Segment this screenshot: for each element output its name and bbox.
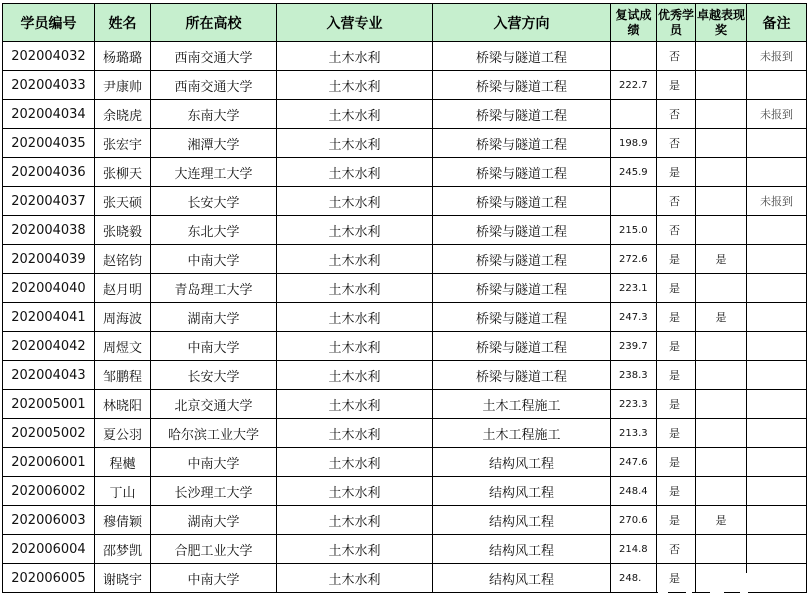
cell-student-id: 202006004 [3, 535, 95, 564]
cell-student-id: 202005001 [3, 390, 95, 419]
cell-major: 土木水利 [277, 158, 433, 187]
cell-excellent: 是 [657, 361, 696, 390]
cell-name: 周海波 [95, 303, 151, 332]
cell-score: 198.9 [611, 129, 657, 158]
cell-excellent: 是 [657, 564, 696, 593]
cell-remark [747, 303, 807, 332]
cell-university: 东北大学 [151, 216, 277, 245]
header-name: 姓名 [95, 4, 151, 42]
cell-award [696, 100, 747, 129]
cell-name: 邵梦凯 [95, 535, 151, 564]
cell-remark [747, 506, 807, 535]
cell-award [696, 390, 747, 419]
cell-major: 土木水利 [277, 332, 433, 361]
cell-name: 林晓阳 [95, 390, 151, 419]
cell-award [696, 361, 747, 390]
cell-award [696, 332, 747, 361]
table-row [3, 506, 807, 535]
cell-award: 是 [696, 506, 747, 535]
cell-award [696, 129, 747, 158]
cell-award: 是 [696, 245, 747, 274]
cell-direction: 桥梁与隧道工程 [433, 158, 611, 187]
cell-name: 张天硕 [95, 187, 151, 216]
cell-major: 土木水利 [277, 71, 433, 100]
table-row [3, 477, 807, 506]
student-roster-table [2, 3, 807, 593]
cell-university: 中南大学 [151, 564, 277, 593]
cell-university: 北京交通大学 [151, 390, 277, 419]
cell-name: 丁山 [95, 477, 151, 506]
header-major: 入营专业 [277, 4, 433, 42]
cell-excellent: 是 [657, 303, 696, 332]
header-direction: 入营方向 [433, 4, 611, 42]
cell-student-id: 202004039 [3, 245, 95, 274]
cell-excellent: 否 [657, 216, 696, 245]
cell-award [696, 274, 747, 303]
cell-excellent: 是 [657, 332, 696, 361]
cell-direction: 桥梁与隧道工程 [433, 100, 611, 129]
cell-major: 土木水利 [277, 274, 433, 303]
cell-score: 223.3 [611, 390, 657, 419]
cell-direction: 桥梁与隧道工程 [433, 332, 611, 361]
cell-score: 238.3 [611, 361, 657, 390]
cell-score: 215.0 [611, 216, 657, 245]
cell-major: 土木水利 [277, 535, 433, 564]
cell-remark [747, 216, 807, 245]
cell-university: 湘潭大学 [151, 129, 277, 158]
cell-student-id: 202004036 [3, 158, 95, 187]
cell-major: 土木水利 [277, 216, 433, 245]
cell-student-id: 202004038 [3, 216, 95, 245]
cell-score: 247.6 [611, 448, 657, 477]
cell-remark [747, 419, 807, 448]
cell-name: 赵铭钧 [95, 245, 151, 274]
header-row [3, 4, 807, 42]
cell-university: 中南大学 [151, 332, 277, 361]
cell-student-id: 202004043 [3, 361, 95, 390]
cell-score: 270.6 [611, 506, 657, 535]
table-row [3, 71, 807, 100]
cell-name: 杨璐璐 [95, 42, 151, 71]
cell-direction: 桥梁与隧道工程 [433, 274, 611, 303]
cell-excellent: 是 [657, 477, 696, 506]
cell-major: 土木水利 [277, 477, 433, 506]
cell-excellent: 否 [657, 187, 696, 216]
cell-direction: 结构风工程 [433, 448, 611, 477]
header-student-id: 学员编号 [3, 4, 95, 42]
cell-direction: 土木工程施工 [433, 419, 611, 448]
cell-excellent: 是 [657, 158, 696, 187]
header-score: 复试成绩 [611, 4, 657, 42]
cell-student-id: 202004034 [3, 100, 95, 129]
cell-major: 土木水利 [277, 129, 433, 158]
cell-student-id: 202004035 [3, 129, 95, 158]
cell-award [696, 71, 747, 100]
cell-student-id: 202004032 [3, 42, 95, 71]
cell-name: 尹康帅 [95, 71, 151, 100]
cell-student-id: 202004040 [3, 274, 95, 303]
cell-excellent: 是 [657, 71, 696, 100]
cell-student-id: 202005002 [3, 419, 95, 448]
cell-award [696, 564, 747, 593]
cell-direction: 桥梁与隧道工程 [433, 245, 611, 274]
cell-direction: 结构风工程 [433, 477, 611, 506]
cell-excellent: 是 [657, 245, 696, 274]
table-row [3, 100, 807, 129]
cell-remark [747, 245, 807, 274]
cell-direction: 桥梁与隧道工程 [433, 71, 611, 100]
table-row [3, 42, 807, 71]
cell-score: 239.7 [611, 332, 657, 361]
cell-remark: 未报到 [747, 187, 807, 216]
cell-excellent: 否 [657, 535, 696, 564]
cell-score [611, 100, 657, 129]
cell-direction: 桥梁与隧道工程 [433, 216, 611, 245]
table-row [3, 303, 807, 332]
cell-remark [747, 332, 807, 361]
cell-university: 西南交通大学 [151, 71, 277, 100]
table-row [3, 332, 807, 361]
cell-student-id: 202004037 [3, 187, 95, 216]
cell-university: 长安大学 [151, 187, 277, 216]
cell-remark [747, 448, 807, 477]
cell-direction: 桥梁与隧道工程 [433, 129, 611, 158]
cell-excellent: 是 [657, 448, 696, 477]
cell-student-id: 202006002 [3, 477, 95, 506]
cell-remark [747, 477, 807, 506]
cell-direction: 桥梁与隧道工程 [433, 187, 611, 216]
cell-major: 土木水利 [277, 448, 433, 477]
cell-score: 245.9 [611, 158, 657, 187]
table-row [3, 448, 807, 477]
cell-university: 东南大学 [151, 100, 277, 129]
table-row [3, 535, 807, 564]
cell-award [696, 158, 747, 187]
cell-direction: 结构风工程 [433, 535, 611, 564]
cell-major: 土木水利 [277, 564, 433, 593]
cell-direction: 结构风工程 [433, 506, 611, 535]
cell-remark [747, 158, 807, 187]
cell-student-id: 202004042 [3, 332, 95, 361]
table-row [3, 274, 807, 303]
cell-direction: 桥梁与隧道工程 [433, 42, 611, 71]
cell-excellent: 是 [657, 506, 696, 535]
table-row [3, 187, 807, 216]
cell-name: 夏公羽 [95, 419, 151, 448]
cell-major: 土木水利 [277, 419, 433, 448]
cell-score: 213.3 [611, 419, 657, 448]
cell-university: 西南交通大学 [151, 42, 277, 71]
cell-remark [747, 564, 807, 593]
cell-remark [747, 361, 807, 390]
cell-remark [747, 71, 807, 100]
header-university: 所在高校 [151, 4, 277, 42]
cell-major: 土木水利 [277, 361, 433, 390]
cell-excellent: 否 [657, 42, 696, 71]
cell-direction: 土木工程施工 [433, 390, 611, 419]
cell-name: 赵月明 [95, 274, 151, 303]
cell-score: 222.7 [611, 71, 657, 100]
cell-excellent: 否 [657, 100, 696, 129]
cell-award [696, 187, 747, 216]
cell-university: 合肥工业大学 [151, 535, 277, 564]
table-row [3, 361, 807, 390]
header-excellent: 优秀学员 [657, 4, 696, 42]
cell-award [696, 477, 747, 506]
cell-remark [747, 390, 807, 419]
cell-student-id: 202004041 [3, 303, 95, 332]
cell-direction: 桥梁与隧道工程 [433, 303, 611, 332]
cell-award: 是 [696, 303, 747, 332]
cell-name: 余晓虎 [95, 100, 151, 129]
cell-score [611, 42, 657, 71]
cell-university: 长安大学 [151, 361, 277, 390]
cell-name: 穆倩颖 [95, 506, 151, 535]
cell-name: 周煜文 [95, 332, 151, 361]
cell-university: 中南大学 [151, 448, 277, 477]
cell-remark: 未报到 [747, 100, 807, 129]
cell-university: 青岛理工大学 [151, 274, 277, 303]
cell-student-id: 202006001 [3, 448, 95, 477]
table-row [3, 245, 807, 274]
cell-score: 248. [611, 564, 657, 593]
cell-student-id: 202006005 [3, 564, 95, 593]
cell-major: 土木水利 [277, 245, 433, 274]
cell-score: 272.6 [611, 245, 657, 274]
cell-university: 湖南大学 [151, 506, 277, 535]
cell-direction: 桥梁与隧道工程 [433, 361, 611, 390]
cell-award [696, 448, 747, 477]
cell-remark: 未报到 [747, 42, 807, 71]
table-row [3, 419, 807, 448]
cell-score: 223.1 [611, 274, 657, 303]
cell-excellent: 是 [657, 274, 696, 303]
cell-major: 土木水利 [277, 187, 433, 216]
cell-name: 张宏宇 [95, 129, 151, 158]
cell-excellent: 否 [657, 129, 696, 158]
cell-name: 谢晓宇 [95, 564, 151, 593]
table-row [3, 216, 807, 245]
cell-name: 张晓毅 [95, 216, 151, 245]
cell-award [696, 419, 747, 448]
cell-award [696, 42, 747, 71]
cell-university: 大连理工大学 [151, 158, 277, 187]
cell-university: 长沙理工大学 [151, 477, 277, 506]
cell-award [696, 535, 747, 564]
cell-major: 土木水利 [277, 303, 433, 332]
cell-award [696, 216, 747, 245]
header-award: 卓越表现奖 [696, 4, 747, 42]
cell-direction: 结构风工程 [433, 564, 611, 593]
cell-remark [747, 535, 807, 564]
cell-remark [747, 274, 807, 303]
cell-excellent: 是 [657, 419, 696, 448]
cell-name: 邹鹏程 [95, 361, 151, 390]
header-remark: 备注 [747, 4, 807, 42]
table-row [3, 390, 807, 419]
table-row [3, 564, 807, 593]
cell-score: 214.8 [611, 535, 657, 564]
cell-major: 土木水利 [277, 390, 433, 419]
cell-remark [747, 129, 807, 158]
table-row [3, 158, 807, 187]
cell-name: 张柳天 [95, 158, 151, 187]
table-row [3, 129, 807, 158]
cell-score [611, 187, 657, 216]
cell-university: 哈尔滨工业大学 [151, 419, 277, 448]
cell-student-id: 202006003 [3, 506, 95, 535]
cell-major: 土木水利 [277, 42, 433, 71]
cell-score: 248.4 [611, 477, 657, 506]
cell-university: 湖南大学 [151, 303, 277, 332]
cell-student-id: 202004033 [3, 71, 95, 100]
cell-excellent: 是 [657, 390, 696, 419]
cell-university: 中南大学 [151, 245, 277, 274]
cell-major: 土木水利 [277, 506, 433, 535]
cell-major: 土木水利 [277, 100, 433, 129]
table-body [3, 42, 807, 593]
cell-name: 程樾 [95, 448, 151, 477]
cell-score: 247.3 [611, 303, 657, 332]
